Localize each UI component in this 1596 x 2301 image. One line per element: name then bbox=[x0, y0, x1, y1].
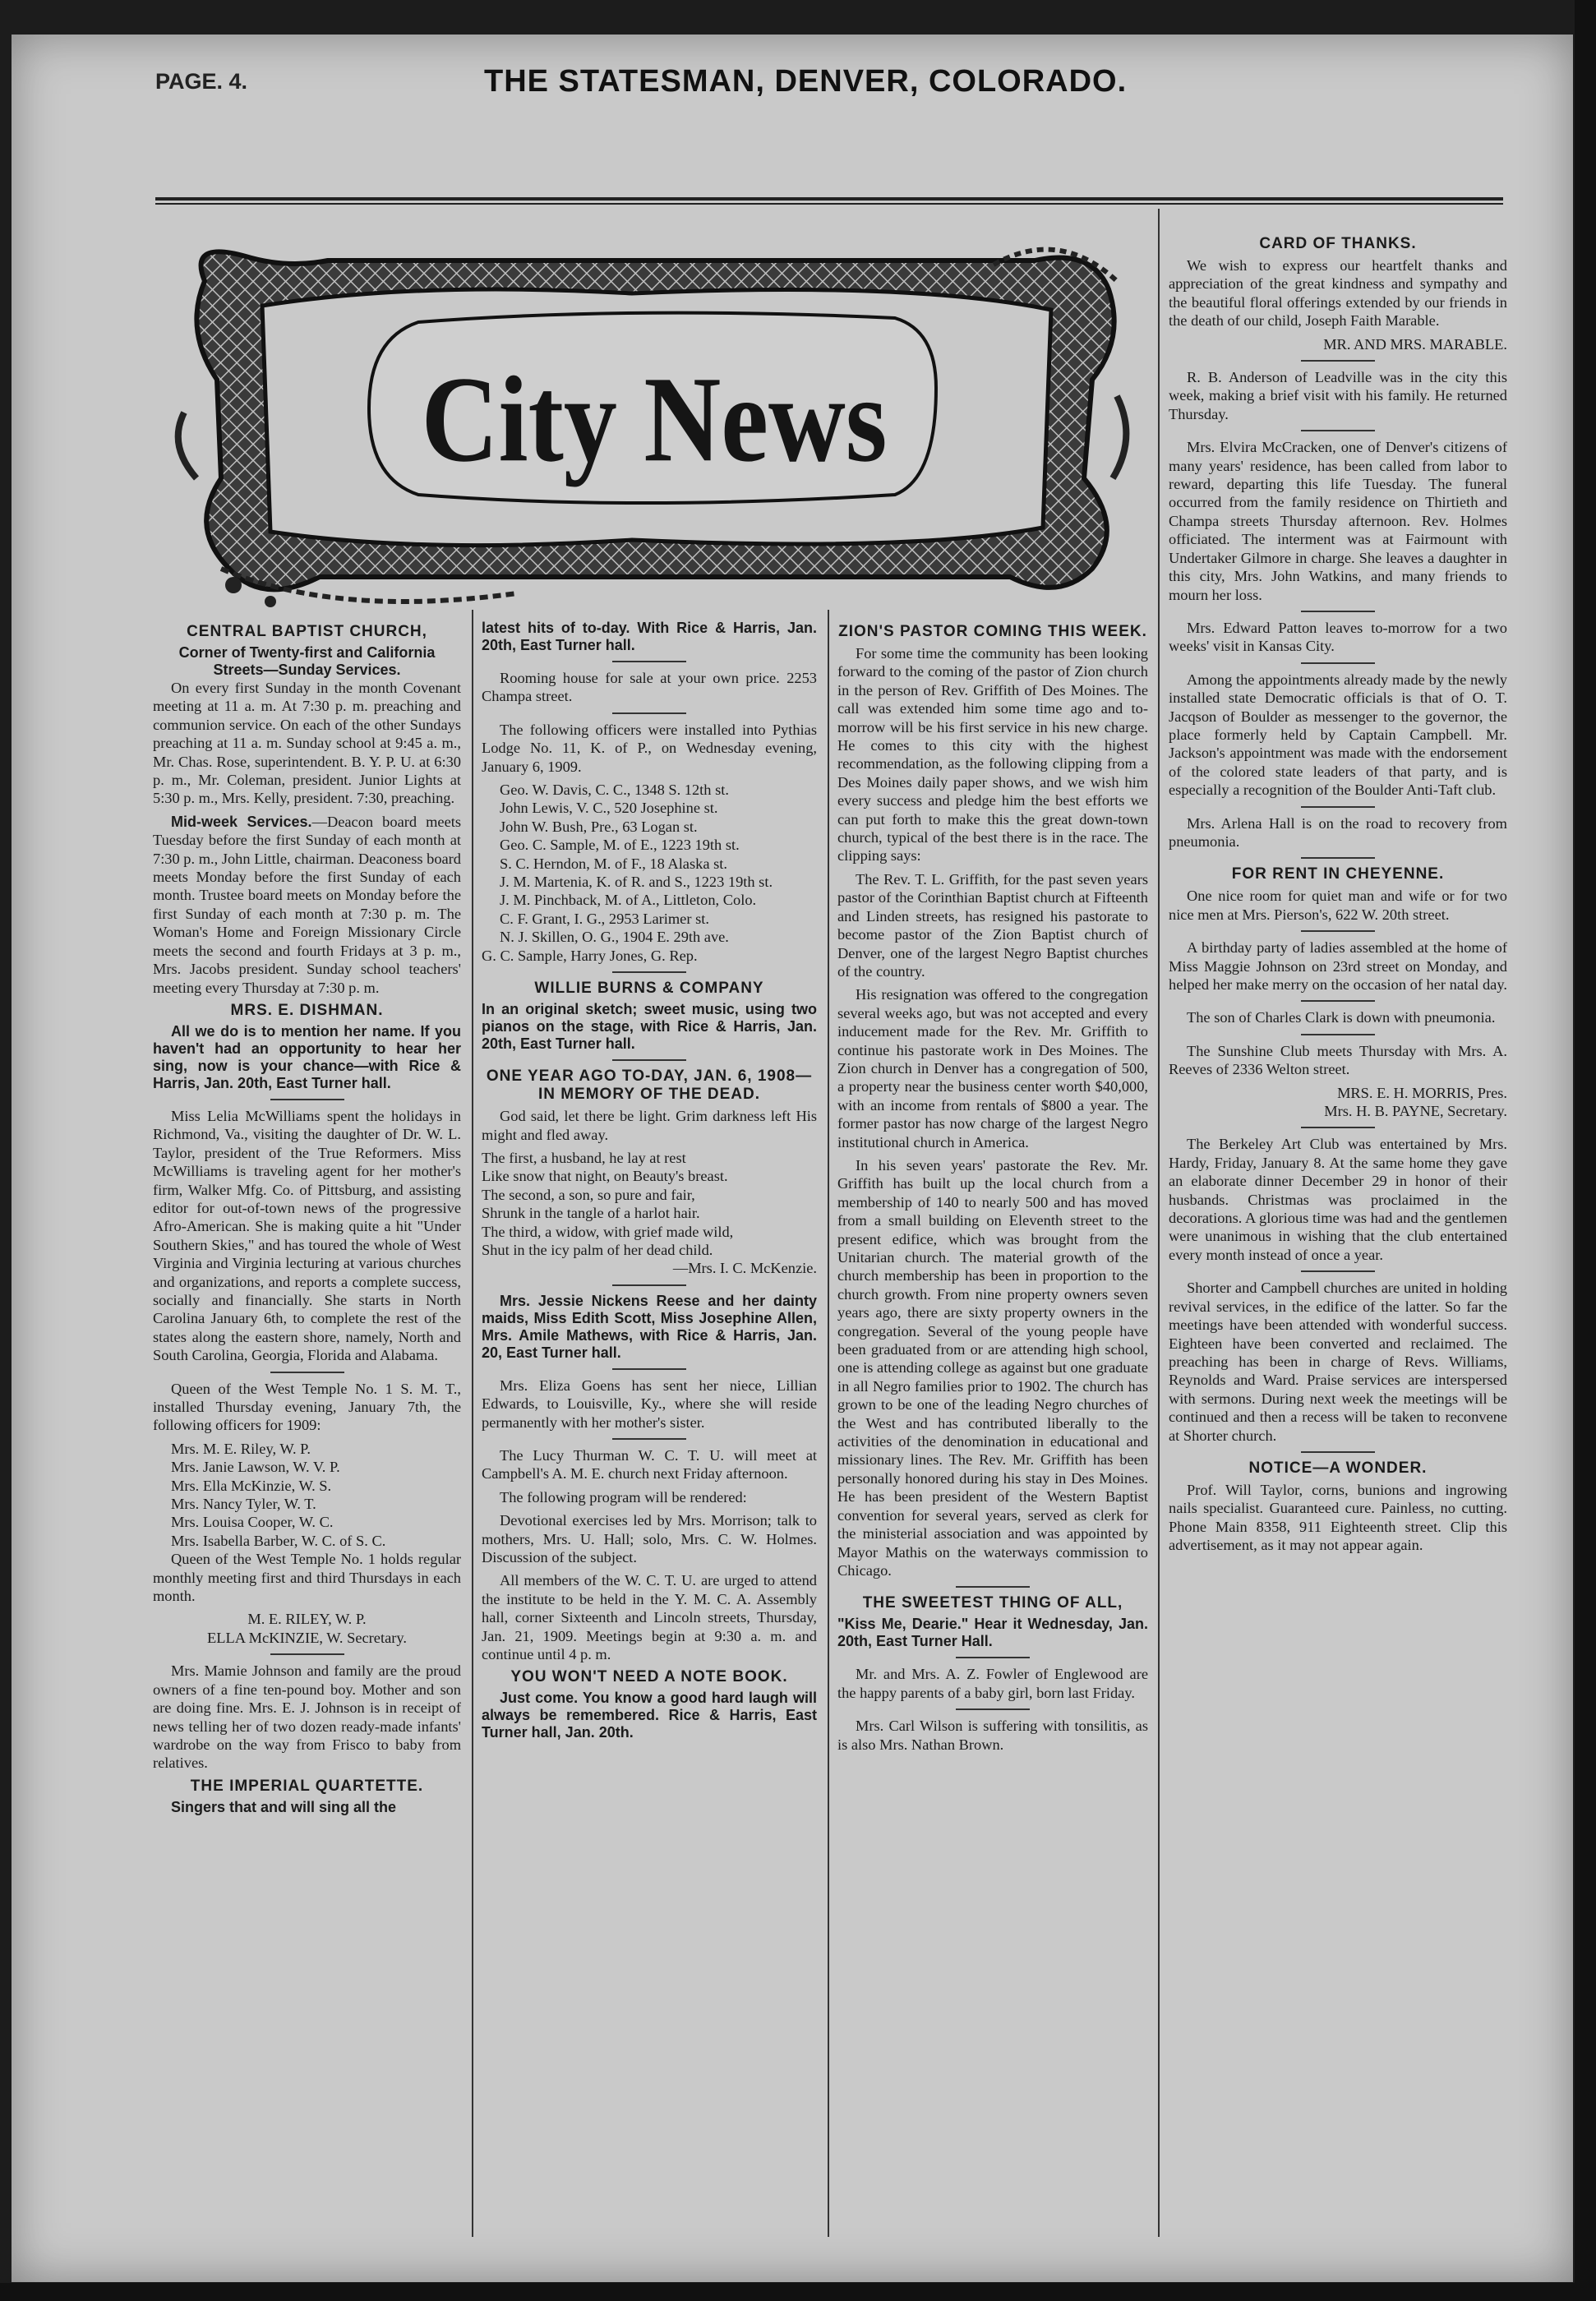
article-text: Rooming house for sale at your own price. 2253 Champa street. bbox=[482, 670, 817, 705]
separator bbox=[956, 1586, 1030, 1588]
article-text: His resignation was offered to the congregation several weeks ago, but was not accepted and every inducement made for the Rev. Mr. Griffith to continue his pastorate work in Des Moines. The Zion church in Denver has a congregation of 500, a property near the business center worth $40,000, with an income from rentals of $800 a year. The former pastor has now charge of the largest Negro institutional church in America. bbox=[837, 986, 1148, 1150]
article-text: Queen of the West Temple No. 1 S. M. T., installed Thursday evening, January 7th, the following officers for 1909: bbox=[153, 1380, 461, 1434]
article-text: Among the appointments already made by the newly installed state Democratic officials is that of O. T. Jacqson of Boulder as messenger to the governor, the place formerly held by Captain Campbell. Mr. Jackson's appointment was made with the endorsement of the colored state leaders of that party, and is especially a recognition of the Boulder Anti-Taft club. bbox=[1169, 671, 1507, 799]
poem-line: Shut in the icy palm of her dead child. bbox=[482, 1241, 713, 1258]
article-text: The following officers were installed into Pythias Lodge No. 11, K. of P., on Wednesday evening, January 6, 1909. bbox=[482, 721, 817, 775]
officer-line: C. F. Grant, I. G., 2953 Larimer st. bbox=[500, 910, 709, 927]
separator bbox=[1301, 1270, 1375, 1272]
headline-imperial-quartette: THE IMPERIAL QUARTETTE. bbox=[190, 1777, 424, 1795]
article-text: Just come. You know a good hard laugh will always be remembered. Rice & Harris, East Turner hall, Jan. 20th. bbox=[482, 1690, 817, 1741]
article-text: In an original sketch; sweet music, using two pianos on the stage, with Rice & Harris, Jan. 20th, East Turner hall. bbox=[482, 1001, 817, 1053]
officer-line: G. C. Sample, Harry Jones, G. Rep. bbox=[482, 947, 698, 964]
newspaper-page bbox=[12, 35, 1573, 2282]
article-text: Prof. Will Taylor, corns, bunions and ingrowing nails specialist. Guaranteed cure. Painless, no cutting. Phone Main 8358, 911 Eighteenth street. Clip this advertisement, as it may not appear again. bbox=[1169, 1481, 1507, 1554]
officer-line: Mrs. Ella McKinzie, W. S. bbox=[171, 1477, 332, 1494]
article-text: Mrs. Carl Wilson is suffering with tonsilitis, as is also Mrs. Nathan Brown. bbox=[837, 1718, 1148, 1753]
article-text: —Deacon board meets Tuesday before the first Sunday of each month at 7:30 p. m., John Little, chairman. Deaconess board meets Monday before the first Sunday of each month. Trustee board meets on Monday before the first Sunday of each month at 7:30 p. m. The Woman's Home and Foreign Missionary Circle meets the second and fourth Fridays at 3 p. m., Mrs. Jacobs president. Sunday school teachers' meeting every Thursday at 7:30 p. m. bbox=[153, 813, 462, 996]
article-text: Singers that and will sing all the bbox=[171, 1798, 397, 1815]
officer-line: John W. Bush, Pre., 63 Logan st. bbox=[500, 818, 698, 835]
officer-line: J. M. Pinchback, M. of A., Littleton, Colo. bbox=[500, 892, 757, 909]
article-text: R. B. Anderson of Leadville was in the city this week, making a brief visit with his family. He returned Thursday. bbox=[1169, 369, 1507, 422]
signature: MR. AND MRS. MARABLE. bbox=[1323, 335, 1507, 353]
article-text: Shorter and Campbell churches are united in holding revival services, in the edifice of the latter. So far the meetings have been attended with wonderful success. Eighteen have been converted and reclaimed. The preaching has been in charge of Revs. Williams, Reynolds and Ward. Praise services are interspersed with sermons. During next week the meetings will be continued and then a recess will be taken to reconvene at Shorter church. bbox=[1169, 1280, 1507, 1444]
headline-sweetest-thing: THE SWEETEST THING OF ALL, bbox=[862, 1594, 1123, 1612]
separator bbox=[1301, 857, 1375, 859]
separator bbox=[1301, 1000, 1375, 1002]
separator bbox=[612, 661, 686, 662]
officer-line: N. J. Skillen, O. G., 1904 E. 29th ave. bbox=[500, 929, 729, 946]
column-rule bbox=[1158, 209, 1160, 2237]
article-text: latest hits of to-day. With Rice & Harris, Jan. 20th, East Turner hall. bbox=[482, 620, 817, 653]
separator bbox=[612, 712, 686, 714]
masthead-rule bbox=[155, 197, 1503, 201]
article-text: The son of Charles Clark is down with pneumonia. bbox=[1187, 1009, 1496, 1026]
article-text: God said, let there be light. Grim darkness left His might and fled away. bbox=[482, 1108, 817, 1143]
masthead-title: THE STATESMAN, DENVER, COLORADO. bbox=[484, 64, 1128, 99]
separator bbox=[1301, 930, 1375, 932]
banner-title: City News bbox=[421, 351, 888, 488]
column-1 bbox=[153, 620, 461, 1821]
officer-line: Mrs. Nancy Tyler, W. T. bbox=[171, 1496, 316, 1513]
officer-line: Mrs. M. E. Riley, W. P. bbox=[171, 1440, 311, 1457]
officer-line: Mrs. Louisa Cooper, W. C. bbox=[171, 1514, 334, 1531]
separator bbox=[270, 1099, 344, 1100]
poem-line: Like snow that night, on Beauty's breast. bbox=[482, 1168, 728, 1185]
article-text: In his seven years' pastorate the Rev. Mr. Griffith has built up the local church from a membership of 140 to nearly 500 and has moved from a small building on Eleventh street to the present edifice, which was brought from the Unitarian church. The material growth of the church membership has been in proportion to the church growth. From nine property owners seven years ago, there are sixty property owners in the congregation. Several of the young people have been graduated from or are attending high school, one is attending college as against but one graduate in all Negro families prior to 1902. The church has grown to be one of the leading Negro churches of the West and has contributed liberally to the activities of the denomination in educational and missionary lines. The Rev. Mr. Griffith has been personally honored during his stay in Des Moines. He has been president of the Western Baptist convention for several years, served as clerk for the ministerial association and was appointed by Mayor Mathis on the waterways commission to Chicago. bbox=[837, 1156, 1148, 1579]
article-text: Mrs. Mamie Johnson and family are the proud owners of a fine ten-pound boy. Mother and son are doing fine. Mrs. E. J. Johnson is in receipt of news telling her of two dozen ready-made infants' wardrobe on the way from Frisco to baby from relatives. bbox=[153, 1662, 461, 1772]
headline-note-book: YOU WON'T NEED A NOTE BOOK. bbox=[510, 1668, 788, 1686]
city-news-banner bbox=[172, 232, 1137, 610]
separator bbox=[612, 1438, 686, 1440]
separator bbox=[1301, 360, 1375, 362]
column-rule bbox=[828, 610, 829, 2237]
separator bbox=[1301, 1451, 1375, 1453]
column-3 bbox=[837, 620, 1148, 1759]
article-text: Miss Lelia McWilliams spent the holidays in Richmond, Va., visiting the daughter of Dr. W. L. Taylor, president of the True Reformers. Miss McWilliams is traveling agent for her mother's firm, Walker Mfg. Co. of Pittsburg, and assisting editor for out-of-town news of the progressive Afro-American. She is making quite a hit "Under Southern Skies," and has toured the whole of West Virginia and Virginia lecturing at various churches and organizations, and reports a complete success, socially and financially. She starts in North Carolina January 6th, to complete the rest of the states along the eastern shore, namely, North and South Carolina, Georgia, Florida and Alabama. bbox=[153, 1107, 461, 1364]
separator bbox=[612, 971, 686, 973]
separator bbox=[1301, 1034, 1375, 1035]
article-text: Mrs. Elvira McCracken, one of Denver's citizens of many years' residence, has been called from labor to reward, departing this life Tuesday. The funeral occurred from the family residence on Thirtieth and Champa streets Thursday afternoon. Rev. Holmes officiated. The interment was at Fairmount with Undertaker Gilmore in charge. She leaves a daughter in this city, Mrs. John Watkins, and many friends to mourn her loss. bbox=[1169, 439, 1507, 603]
lead-in: Mid-week Services. bbox=[171, 813, 312, 830]
article-text: Mrs. Eliza Goens has sent her niece, Lillian Edwards, to Louisville, Ky., where she will reside permanently with her mother's sister. bbox=[482, 1376, 817, 1431]
separator bbox=[1301, 611, 1375, 612]
separator bbox=[1301, 662, 1375, 664]
poem-line: The first, a husband, he lay at rest bbox=[482, 1149, 686, 1166]
separator bbox=[270, 1372, 344, 1373]
signature: Mrs. H. B. PAYNE, Secretary. bbox=[1324, 1103, 1507, 1120]
headline-willie-burns: WILLIE BURNS & COMPANY bbox=[534, 980, 764, 998]
headline-central-baptist: CENTRAL BAPTIST CHURCH, bbox=[187, 623, 427, 640]
separator bbox=[612, 1368, 686, 1370]
poem-line: Shrunk in the tangle of a harlot hair. bbox=[482, 1205, 700, 1222]
separator bbox=[270, 1653, 344, 1655]
article-text: For some time the community has been looking forward to the coming of the pastor of Zion church in the person of Rev. Griffith of Des Moines. The call was extended him some time ago and to-morrow will be his first service in his new charge. He comes to this city with the highest recommendation, as the following clipping from a Des Moines daily paper shows, and we wish him every success and pledge him the best efforts we can put forth to make this the great down-town church, typical of the best there is in the race. The clipping says: bbox=[837, 645, 1148, 865]
article-text: On every first Sunday in the month Covenant meeting at 11 a. m. At 7:30 p. m. preaching and communion service. On each of the other Sundays preaching at 11 a. m. Sunday school at 9:45 a. m., Mr. Chas. Rose, superintendent. B. Y. P. U. at 6:30 p. m., Mr. Coleman, president. Junior Lights at 5:30 p. m., Mrs. Kelly, president. 7:30, preaching. bbox=[153, 680, 461, 807]
poem-line: The third, a widow, with grief made wild, bbox=[482, 1223, 734, 1240]
officer-line: J. M. Martenia, K. of R. and S., 1223 19th st. bbox=[500, 874, 773, 891]
article-text: Mrs. Jessie Nickens Reese and her dainty maids, Miss Edith Scott, Miss Josephine Allen, Mrs. Amile Mathews, with Rice & Harris, Jan. 20, East Turner hall. bbox=[482, 1292, 817, 1361]
column-2 bbox=[482, 620, 817, 1746]
officer-line: Geo. W. Davis, C. C., 1348 S. 12th st. bbox=[500, 782, 729, 799]
poem-line: The second, a son, so pure and fair, bbox=[482, 1186, 695, 1203]
separator bbox=[956, 1657, 1030, 1658]
headline-zion-pastor: ZION'S PASTOR COMING THIS WEEK. bbox=[838, 623, 1147, 640]
headline-one-year-ago: ONE YEAR AGO TO-DAY, JAN. 6, 1908—IN MEMORY OF THE DEAD. bbox=[486, 1067, 813, 1104]
separator bbox=[1301, 806, 1375, 808]
article-text bbox=[153, 813, 461, 997]
separator bbox=[956, 1708, 1030, 1710]
article-text: Queen of the West Temple No. 1 holds regular monthly meeting first and third Thursdays in each month. bbox=[153, 1551, 461, 1605]
article-text: Mr. and Mrs. A. Z. Fowler of Englewood are the happy parents of a baby girl, born last Friday. bbox=[837, 1666, 1148, 1701]
subhead-central-baptist: Corner of Twenty-first and California Streets—Sunday Services. bbox=[178, 644, 436, 678]
masthead-rule-thin bbox=[155, 203, 1503, 205]
article-text: "Kiss Me, Dearie." Hear it Wednesday, Jan. 20th, East Turner Hall. bbox=[837, 1616, 1148, 1650]
headline-card-of-thanks: CARD OF THANKS. bbox=[1259, 235, 1417, 252]
separator bbox=[612, 1059, 686, 1061]
scan-edge-right bbox=[1575, 0, 1596, 2301]
separator bbox=[1301, 1127, 1375, 1128]
article-text: Mrs. Arlena Hall is on the road to recovery from pneumonia. bbox=[1169, 814, 1507, 850]
article-text: We wish to express our heartfelt thanks and appreciation of the great kindness and sympathy and the beautiful floral offerings extended by our friends in the death of our child, Joseph Faith Marable. bbox=[1169, 257, 1507, 330]
officer-line: John Lewis, V. C., 520 Josephine st. bbox=[500, 800, 718, 817]
page-number: PAGE. 4. bbox=[155, 69, 248, 94]
poem-author: —Mrs. I. C. McKenzie. bbox=[672, 1260, 817, 1277]
article-text: The Lucy Thurman W. C. T. U. will meet at Campbell's A. M. E. church next Friday afternoon. bbox=[482, 1446, 817, 1483]
article-text: A birthday party of ladies assembled at the home of Miss Maggie Johnson on 23rd street on Monday, and helped her make merry on the occasion of her natal day. bbox=[1169, 939, 1507, 993]
officer-line: Geo. C. Sample, M. of E., 1223 19th st. bbox=[500, 837, 740, 854]
article-text: All we do is to mention her name. If you haven't had an opportunity to hear her sing, now is your chance—with Rice & Harris, Jan. 20th, East Turner hall. bbox=[153, 1022, 461, 1091]
signature: M. E. RILEY, W. P. bbox=[247, 1611, 367, 1628]
article-text: The following program will be rendered: bbox=[500, 1488, 747, 1506]
scan-edge-bottom bbox=[0, 2283, 1596, 2301]
separator bbox=[1301, 430, 1375, 431]
headline-dishman: MRS. E. DISHMAN. bbox=[230, 1001, 384, 1019]
officer-line: Mrs. Isabella Barber, W. C. of S. C. bbox=[171, 1532, 386, 1549]
column-rule bbox=[472, 610, 473, 2237]
article-text: One nice room for quiet man and wife or for two nice men at Mrs. Pierson's, 622 W. 20th street. bbox=[1169, 888, 1507, 923]
headline-notice-wonder: NOTICE—A WONDER. bbox=[1248, 1459, 1428, 1477]
officer-line: Mrs. Janie Lawson, W. V. P. bbox=[171, 1459, 340, 1476]
officer-line: S. C. Herndon, M. of F., 18 Alaska st. bbox=[500, 855, 727, 872]
article-text: The Sunshine Club meets Thursday with Mrs. A. Reeves of 2336 Welton street. bbox=[1169, 1042, 1507, 1078]
separator bbox=[612, 1284, 686, 1286]
headline-for-rent: FOR RENT IN CHEYENNE. bbox=[1231, 865, 1445, 883]
signature: ELLA McKINZIE, W. Secretary. bbox=[207, 1629, 407, 1646]
article-text: Devotional exercises led by Mrs. Morrison; talk to mothers, Mrs. U. Hall; solo, Mrs. C. W. Holmes. Discussion of the subject. bbox=[482, 1512, 817, 1566]
article-text: Mrs. Edward Patton leaves to-morrow for a two weeks' visit in Kansas City. bbox=[1169, 619, 1507, 655]
article-text: The Berkeley Art Club was entertained by Mrs. Hardy, Friday, January 8. At the same home they gave an elaborate dinner December 29 in honor of their husbands. Christmas was proclaimed in the decorations. A glorious time was had and the gentlemen were unanimous in wishing that the club entertained every month instead of once a year. bbox=[1169, 1136, 1507, 1263]
column-4 bbox=[1169, 232, 1507, 1560]
article-text: All members of the W. C. T. U. are urged to attend the institute to be held in the Y. M. C. A. Assembly hall, corner Sixteenth and Lincoln streets, Thursday, Jan. 21, 1909. Meetings begin at 9:30 a. m. and continue until 4 p. m. bbox=[482, 1572, 817, 1663]
signature: MRS. E. H. MORRIS, Pres. bbox=[1337, 1084, 1507, 1101]
article-text: The Rev. T. L. Griffith, for the past seven years pastor of the Corinthian Baptist church at Fifteenth and Linden streets, has resigned his pastorate to become pastor of the Zion Baptist church of Denver, one of the largest Negro Baptist churches of the country. bbox=[837, 870, 1148, 980]
